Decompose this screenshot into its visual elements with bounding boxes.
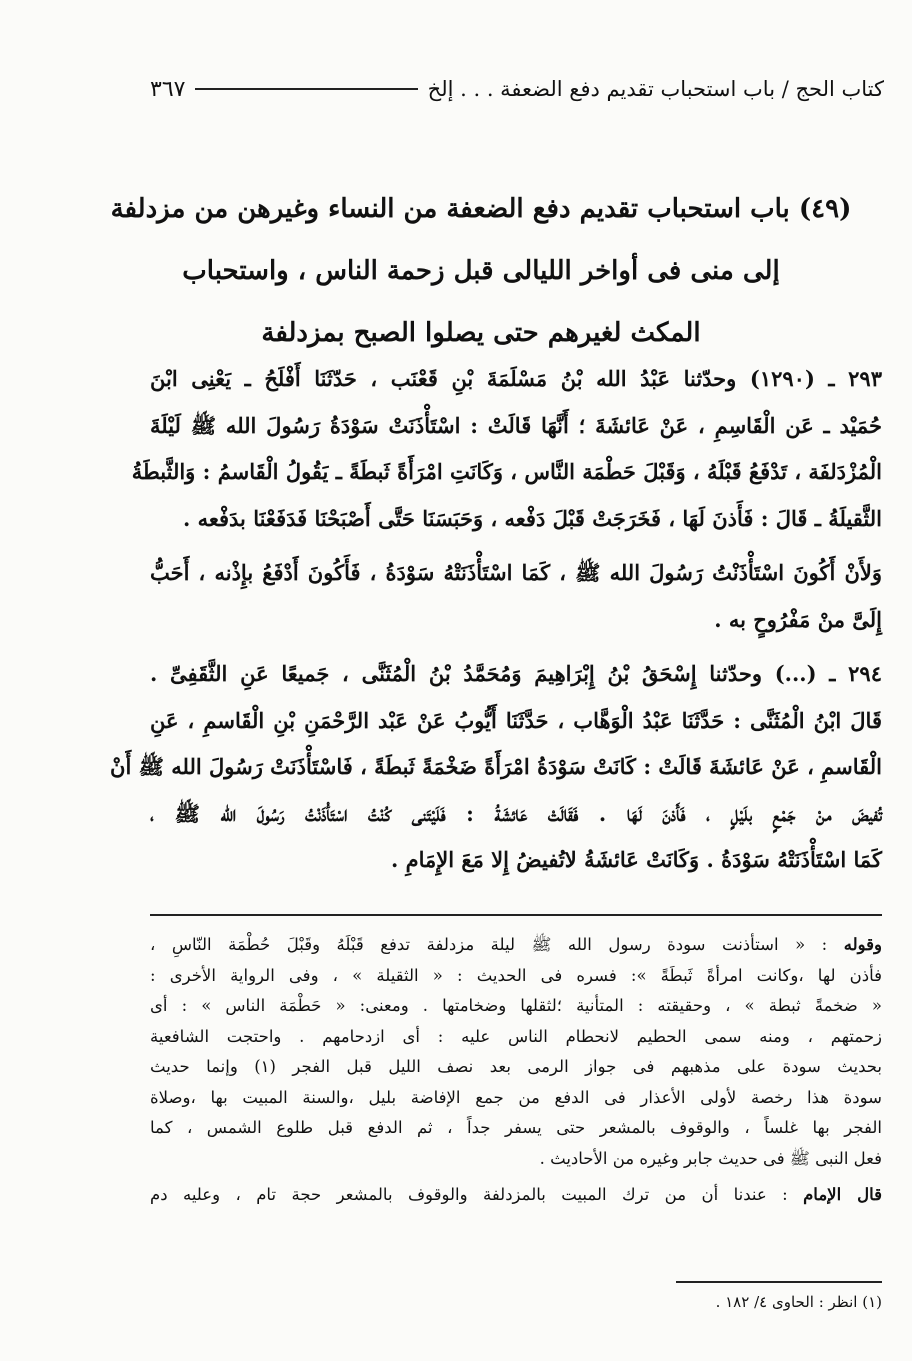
text-line: قال الإمام : عندنا أن من ترك المبيت بالمزدلفة والوقوف بالمشعر حجة تام ، وعليه دم [150, 1185, 882, 1204]
commentary-paragraph [150, 930, 882, 1174]
text-line: الْمُزْدَلفَة ، تَدْفَعُ قَبْلَهُ ، وَقَبْلَ حَطْمَة النَّاس ، وَكَانَتِ امْرَأَةً ثَبطَةً ـ يَقُولُ الْقَاسمُ : وَالثَّبطَةُ [131, 459, 882, 484]
text-line: وقوله : « استأذنت سودة رسول الله ﷺ ليلة مزدلفة تدفع قَبْلَهُ وقَبْلَ حُطْمَة النّاسِ ، [150, 935, 882, 954]
footnote: (١) انظر : الحاوى ٤/ ١٨٢ . [715, 1293, 882, 1311]
chapter-title-line: (٤٩) باب استحباب تقديم دفع الضعفة من النساء وغيرهن من مزدلفة [110, 194, 852, 224]
commentary-lead: وقوله [843, 935, 882, 954]
text-line: تُفيضَ منْ جَمْعٍ بلَيْلٍ ، فَأَذنَ لَهَا . فَقَالَتْ عَائشَةُ : فَلَيْتَنى كُنْتُ اسْتَأْذَنْتُ رَسُولَ الله ﷺ ، [150, 800, 882, 826]
text-line: إِلَىَّ منْ مَفْرُوحٍ به . [714, 606, 882, 632]
text-line: كَمَا اسْتَأْذَنَتْهُ سَوْدَةُ . وَكَانَتْ عَائشَةُ لاتُفيضُ إِلا مَعَ الإِمَامِ . [391, 847, 882, 872]
chapter-title [80, 178, 882, 364]
text-line: الفجر بها غلساً ، والوقوف بالمشعر حتى يسفر جداً ، ثم الدفع قبل طلوع الشمس ، كما [150, 1118, 882, 1137]
text-line: « ضخمةً ثبطة » ، وحقيقته : المتأنية ؛لثقلها وضخامتها . ومعنى: « حَطْمَة الناس » : أى [150, 996, 882, 1015]
hadith-293 [131, 356, 882, 542]
hadith-293-continuation [150, 550, 882, 643]
commentary-divider [150, 914, 882, 916]
running-head [150, 72, 884, 106]
hadith-294 [110, 651, 882, 884]
text-line: وَلأَنْ أَكُونَ اسْتَأْذَنْتُ رَسُولَ الله ﷺ ، كَمَا اسْتَأْذَنَتْهُ سَوْدَةُ ، فَأَكُونَ أَدْفَعُ بإِذْنه ، أَحَبُّ [150, 560, 882, 585]
text-line: زحمتهم ، ومنه سمى الحطيم لانحطام الناس عليه : أى ازدحامهم . واحتجت الشافعية [150, 1026, 882, 1046]
text-line: قَالَ ابْنُ الْمُثَنَّى : حَدَّثَنَا عَبْدُ الْوَهَّاب ، حَدَّثَنَا أَيُّوبُ عَنْ عَبْد الرَّحْمَنِ بْنِ الْقَاسمِ ، عَنِ [150, 707, 882, 733]
chapter-title-line: إلى منى فى أواخر الليالى قبل زحمة الناس ، واستحباب [182, 256, 780, 286]
text-line: ٢٩٣ ـ (١٢٩٠) وحدّثنا عَبْدُ الله بْنُ مَسْلَمَةَ بْنِ قَعْنَب ، حَدّثَنَا أَفْلَحُ ـ يَعْنِى ابْنَ [150, 366, 882, 391]
footnote-divider [676, 1281, 882, 1283]
text-line: حُمَيْد ـ عَن الْقَاسِمِ ، عَنْ عَائشَةَ ؛ أَنَّهَا قَالَتْ : اسْتَأْذَنَتْ سَوْدَةُ رَسُولَ الله ﷺ لَيْلَةَ [150, 412, 882, 438]
text-line: الْقَاسمِ ، عَنْ عَائشَةَ قَالَتْ : كَانَتْ سَوْدَةُ امْرَأَةً ضَخْمَةً ثَبطَةً ، فَاسْتَأْذَنَتْ رَسُولَ الله ﷺ أَنْ [110, 754, 882, 779]
imam-note [150, 1180, 882, 1211]
text-line: فأذن لها ،وكانت امرأةً ثَبطَةً »: فسره فى الحديث : « الثقيلة » ، وفى الرواية الأخرى : [150, 965, 882, 985]
text-line: بحديث سودة على مذهبهم فى جواز الرمى بعد نصف الليل قبل الفجر (١) وإنما حديث [150, 1057, 882, 1076]
text-line: سودة هذا رخصة لأولى الأعذار فى الدفع من جمع الإفاضة بليل ،والسنة المبيت بها ،وصلاة [150, 1087, 882, 1107]
text-line: ٢٩٤ ـ (...) وحدّثنا إِسْحَقُ بْنُ إِبْرَاهِيمَ وَمُحَمَّدُ بْنُ الْمُثَنَّى ، جَميعًا عَنِ الثَّقَفِىِّ . [150, 661, 882, 686]
page-number: ٣٦٧ [150, 76, 186, 102]
chapter-title-line: المكث لغيرهم حتى يصلوا الصبح بمزدلفة [261, 318, 701, 348]
running-head-rule [195, 88, 417, 90]
hadith-text [110, 356, 882, 884]
text-line: الثَّقيلَةُ ـ قَالَ : فَأَذنَ لَهَا ، فَخَرَجَتْ قَبْلَ دَفْعه ، وَحَبَسَنَا حَتَّى أَصْبَحْنَا فَدَفَعْنَا بدَفْعه . [182, 505, 882, 531]
imam-lead: قال الإمام [803, 1185, 882, 1204]
text-line: فعل النبى ﷺ فى حديث جابر وغيره من الأحاديث . [539, 1148, 882, 1168]
running-head-title: كتاب الحج / باب استحباب تقديم دفع الضعفة . . . إلخ [427, 77, 884, 101]
commentary [150, 930, 882, 1211]
